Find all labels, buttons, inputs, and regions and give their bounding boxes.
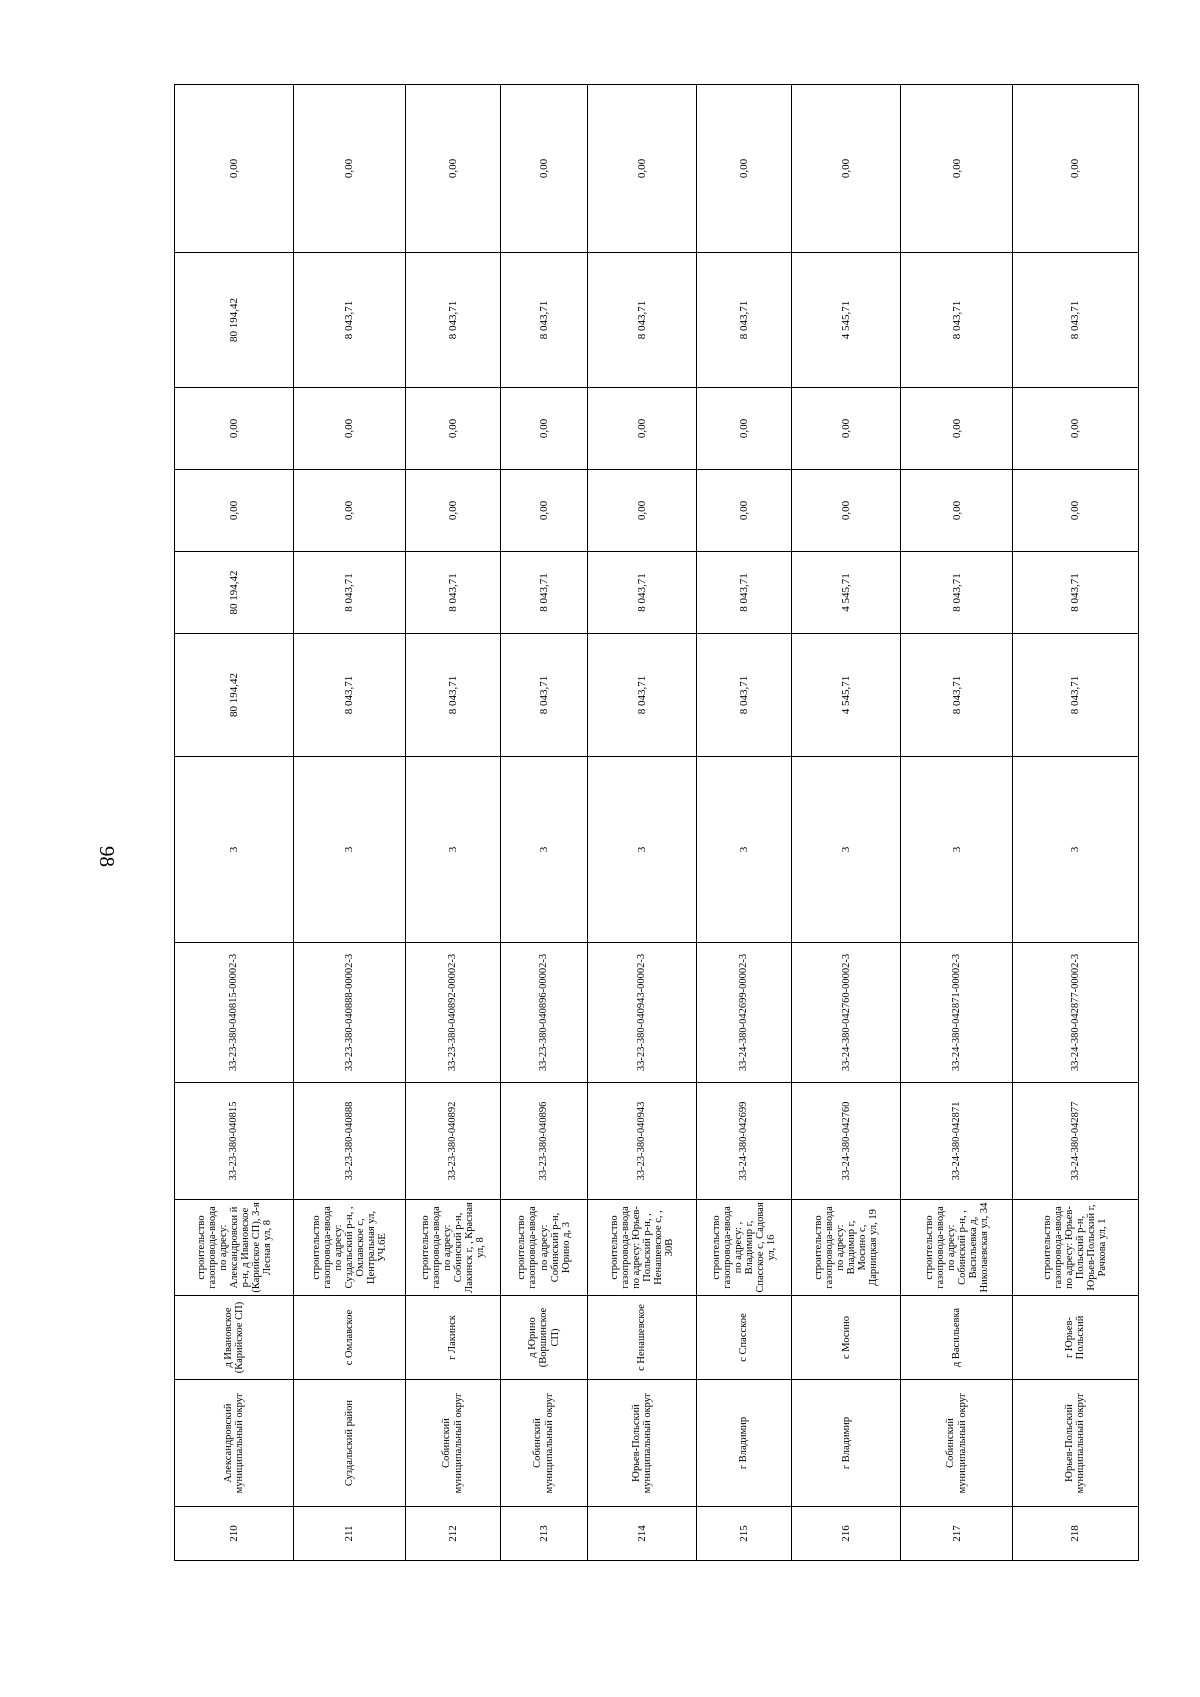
- description-cell: строительство газопровода-ввода по адресу: Собинский р-н, Лакинск г, , Красная ул, 8: [405, 1200, 500, 1296]
- category-cell: 3: [792, 757, 901, 943]
- category-cell: 3: [405, 757, 500, 943]
- district-cell: Собинский муниципальный округ: [901, 1380, 1012, 1507]
- description-cell: строительство газопровода-ввода по адресу: Александровски й р-н, д Ивановское (Карийское СП), 3-я Лесная ул, 8: [175, 1200, 294, 1296]
- table-row: [175, 85, 294, 1561]
- value-5-cell: 8 043,71: [588, 253, 697, 388]
- rotated-table-container: [174, 85, 1139, 1561]
- row-number: 217: [901, 1507, 1012, 1561]
- row-number: 216: [792, 1507, 901, 1561]
- district-cell: Собинский муниципальный округ: [405, 1380, 500, 1507]
- settlement-cell: с Ненашевское: [588, 1296, 697, 1380]
- object-code-cell: 33-23-380-040896: [500, 1083, 587, 1200]
- value-6-cell: 0,00: [1012, 85, 1138, 253]
- value-3-cell: 0,00: [792, 470, 901, 552]
- settlement-cell: д Васильевка: [901, 1296, 1012, 1380]
- value-6-cell: 0,00: [294, 85, 405, 253]
- row-number: 215: [697, 1507, 792, 1561]
- full-code-cell: 33-23-380-040892-00002-3: [405, 943, 500, 1083]
- page-number: 98: [95, 846, 119, 867]
- category-cell: 3: [588, 757, 697, 943]
- district-cell: Юрьев-Польский муниципальный округ: [1012, 1380, 1138, 1507]
- value-6-cell: 0,00: [792, 85, 901, 253]
- category-cell: 3: [175, 757, 294, 943]
- district-cell: Юрьев-Польский муниципальный округ: [588, 1380, 697, 1507]
- full-code-cell: 33-23-380-040943-00002-3: [588, 943, 697, 1083]
- settlement-cell: с Омлавское: [294, 1296, 405, 1380]
- object-code-cell: 33-24-380-042760: [792, 1083, 901, 1200]
- table-row: [792, 85, 901, 1561]
- value-5-cell: 8 043,71: [405, 253, 500, 388]
- value-3-cell: 0,00: [588, 470, 697, 552]
- row-number: 211: [294, 1507, 405, 1561]
- settlement-cell: с Мосино: [792, 1296, 901, 1380]
- value-2-cell: 8 043,71: [697, 552, 792, 634]
- object-code-cell: 33-23-380-040888: [294, 1083, 405, 1200]
- settlement-cell: д Юрино (Воршинское СП): [500, 1296, 587, 1380]
- value-4-cell: 0,00: [405, 388, 500, 470]
- district-cell: Собинский муниципальный округ: [500, 1380, 587, 1507]
- value-5-cell: 4 545,71: [792, 253, 901, 388]
- value-2-cell: 4 545,71: [792, 552, 901, 634]
- value-3-cell: 0,00: [1012, 470, 1138, 552]
- value-4-cell: 0,00: [697, 388, 792, 470]
- value-1-cell: 4 545,71: [792, 634, 901, 757]
- value-1-cell: 8 043,71: [901, 634, 1012, 757]
- value-3-cell: 0,00: [405, 470, 500, 552]
- value-3-cell: 0,00: [500, 470, 587, 552]
- value-6-cell: 0,00: [405, 85, 500, 253]
- value-4-cell: 0,00: [588, 388, 697, 470]
- row-number: 213: [500, 1507, 587, 1561]
- data-table: [174, 84, 1139, 1561]
- value-4-cell: 0,00: [175, 388, 294, 470]
- category-cell: 3: [294, 757, 405, 943]
- full-code-cell: 33-23-380-040888-00002-3: [294, 943, 405, 1083]
- description-cell: строительство газопровода-ввода по адресу: Владимир г, Мосино с, Дарницкая ул, 19: [792, 1200, 901, 1296]
- table-row: [697, 85, 792, 1561]
- row-number: 218: [1012, 1507, 1138, 1561]
- full-code-cell: 33-24-380-042871-00002-3: [901, 943, 1012, 1083]
- table-row: [1012, 85, 1138, 1561]
- row-number: 210: [175, 1507, 294, 1561]
- value-5-cell: 80 194,42: [175, 253, 294, 388]
- category-cell: 3: [1012, 757, 1138, 943]
- value-2-cell: 8 043,71: [405, 552, 500, 634]
- object-code-cell: 33-24-380-042871: [901, 1083, 1012, 1200]
- value-6-cell: 0,00: [500, 85, 587, 253]
- object-code-cell: 33-23-380-040943: [588, 1083, 697, 1200]
- value-4-cell: 0,00: [901, 388, 1012, 470]
- value-3-cell: 0,00: [697, 470, 792, 552]
- district-cell: Суздальский район: [294, 1380, 405, 1507]
- value-1-cell: 8 043,71: [588, 634, 697, 757]
- category-cell: 3: [697, 757, 792, 943]
- object-code-cell: 33-24-380-042699: [697, 1083, 792, 1200]
- value-5-cell: 8 043,71: [1012, 253, 1138, 388]
- value-1-cell: 8 043,71: [697, 634, 792, 757]
- description-cell: строительство газопровода-ввода по адресу: Суздальский р-н, , Омлавское с, Центральная ул, УЧ.6Е: [294, 1200, 405, 1296]
- category-cell: 3: [901, 757, 1012, 943]
- object-code-cell: 33-23-380-040815: [175, 1083, 294, 1200]
- value-1-cell: 8 043,71: [294, 634, 405, 757]
- value-5-cell: 8 043,71: [697, 253, 792, 388]
- settlement-cell: г Юрьев-Польский: [1012, 1296, 1138, 1380]
- value-1-cell: 80 194,42: [175, 634, 294, 757]
- value-4-cell: 0,00: [294, 388, 405, 470]
- settlement-cell: г Лакинск: [405, 1296, 500, 1380]
- table-row: [405, 85, 500, 1561]
- value-5-cell: 8 043,71: [294, 253, 405, 388]
- full-code-cell: 33-24-380-042760-00002-3: [792, 943, 901, 1083]
- full-code-cell: 33-23-380-040896-00002-3: [500, 943, 587, 1083]
- district-cell: г Владимир: [792, 1380, 901, 1507]
- district-cell: г Владимир: [697, 1380, 792, 1507]
- district-cell: Александровский муниципальный округ: [175, 1380, 294, 1507]
- object-code-cell: 33-24-380-042877: [1012, 1083, 1138, 1200]
- value-2-cell: 8 043,71: [500, 552, 587, 634]
- table-row: [500, 85, 587, 1561]
- value-6-cell: 0,00: [588, 85, 697, 253]
- value-6-cell: 0,00: [901, 85, 1012, 253]
- value-1-cell: 8 043,71: [405, 634, 500, 757]
- row-number: 214: [588, 1507, 697, 1561]
- description-cell: строительство газопровода-ввода по адресу: Юрьев-Польский р-н, , Ненашевское с, , 30В: [588, 1200, 697, 1296]
- value-5-cell: 8 043,71: [901, 253, 1012, 388]
- value-4-cell: 0,00: [1012, 388, 1138, 470]
- object-code-cell: 33-23-380-040892: [405, 1083, 500, 1200]
- value-6-cell: 0,00: [697, 85, 792, 253]
- full-code-cell: 33-24-380-042877-00002-3: [1012, 943, 1138, 1083]
- category-cell: 3: [500, 757, 587, 943]
- description-cell: строительство газопровода-ввода по адресу: Собинский р-н, Юрино д, 3: [500, 1200, 587, 1296]
- description-cell: строительство газопровода-ввода по адресу: , Владимир г, Спасское с, Садовая ул, 16: [697, 1200, 792, 1296]
- value-3-cell: 0,00: [175, 470, 294, 552]
- table-row: [588, 85, 697, 1561]
- value-1-cell: 8 043,71: [1012, 634, 1138, 757]
- value-5-cell: 8 043,71: [500, 253, 587, 388]
- value-2-cell: 8 043,71: [588, 552, 697, 634]
- value-1-cell: 8 043,71: [500, 634, 587, 757]
- value-4-cell: 0,00: [500, 388, 587, 470]
- value-2-cell: 8 043,71: [901, 552, 1012, 634]
- settlement-cell: с Спасское: [697, 1296, 792, 1380]
- table-row: [901, 85, 1012, 1561]
- full-code-cell: 33-23-380-040815-00002-3: [175, 943, 294, 1083]
- full-code-cell: 33-24-380-042699-00002-3: [697, 943, 792, 1083]
- value-4-cell: 0,00: [792, 388, 901, 470]
- row-number: 212: [405, 1507, 500, 1561]
- settlement-cell: д Ивановское (Карийское СП): [175, 1296, 294, 1380]
- value-6-cell: 0,00: [175, 85, 294, 253]
- value-3-cell: 0,00: [901, 470, 1012, 552]
- value-2-cell: 8 043,71: [1012, 552, 1138, 634]
- value-2-cell: 8 043,71: [294, 552, 405, 634]
- table-row: [294, 85, 405, 1561]
- value-2-cell: 80 194,42: [175, 552, 294, 634]
- description-cell: строительство газопровода-ввода по адресу: Собинский р-н, , Васильевка д, Николаевская ул, 34: [901, 1200, 1012, 1296]
- description-cell: строительство газопровода-ввода по адресу: Юрьев-Польский р-н, Юрьев-Польский г, Рачкова ул, 1: [1012, 1200, 1138, 1296]
- value-3-cell: 0,00: [294, 470, 405, 552]
